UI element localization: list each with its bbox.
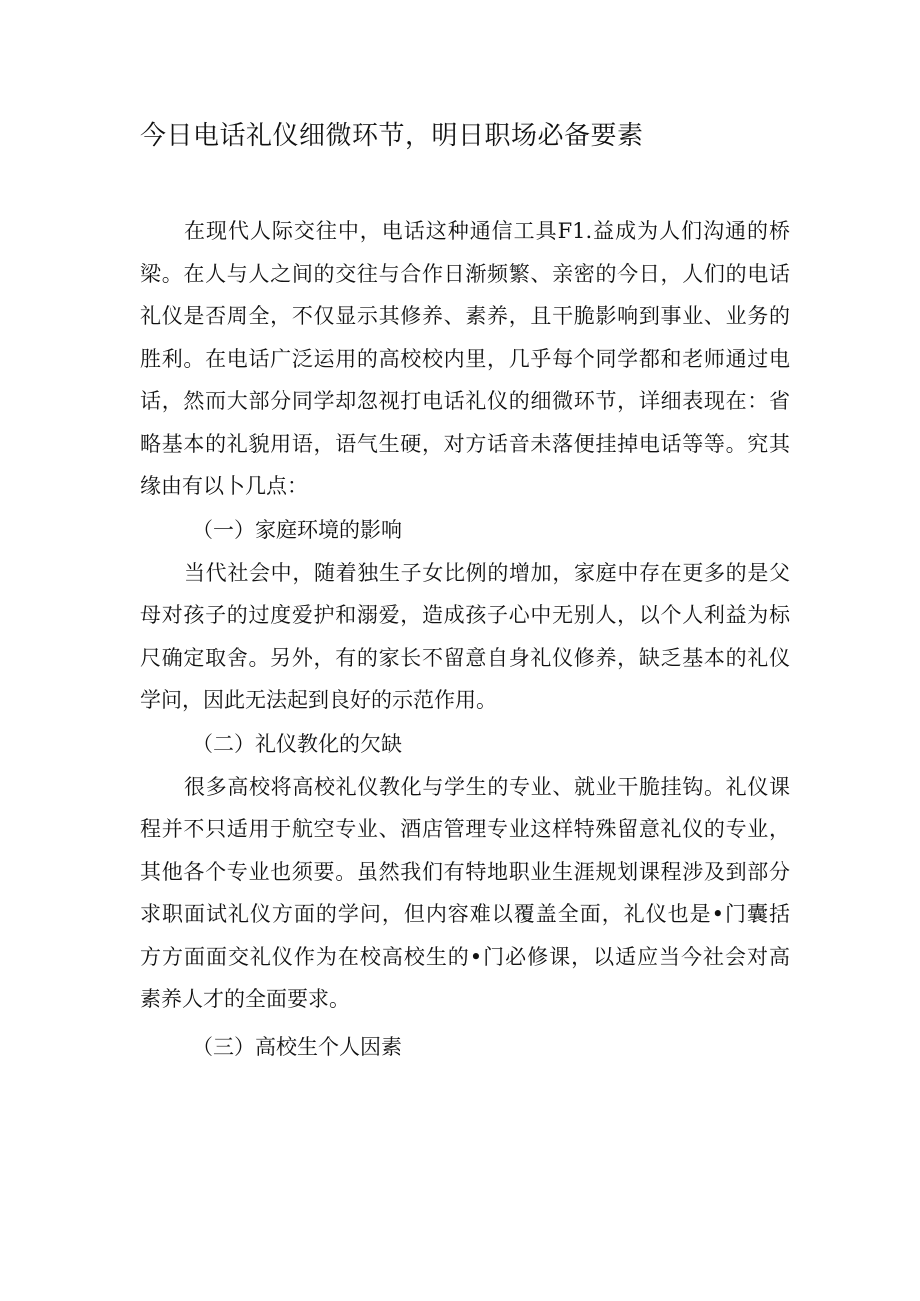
text-line: 当代社会中，随着独生子女比例的增加，家庭中存在更多的是父 [184, 560, 790, 585]
paragraph-family [140, 552, 790, 722]
text-line: 程并不只适用于航空专业、酒店管理专业这样特殊留意礼仪的专业， [140, 817, 790, 841]
section-heading-family: （一）家庭环境的影响 [192, 517, 402, 542]
text-line: 话，然而大部分同学却忽视打电话礼仪的细微环节，详细表现在：省 [140, 389, 790, 413]
text-line: 梁。在人与人之间的交往与合作日渐频繁、亲密的今日，人们的电话 [140, 261, 790, 286]
document-title: 今日电话礼仪细微环节，明日职场必备要素 [140, 121, 644, 151]
text-line: 略基本的礼貌用语，语气生硬，对方话音未落便挂掉电话等等。究其 [140, 431, 790, 456]
section-heading-personal: （三）高校生个人因素 [192, 1034, 402, 1059]
document-body [140, 210, 790, 1069]
text-line: 方方面面交礼仪作为在校高校生的•门必修课，以适应当今社会对高 [140, 944, 790, 969]
section-heading-education: （二）礼仪教化的欠缺 [192, 731, 402, 756]
text-line: 礼仪是否周全，不仅显示其修养、素养，且干脆影响到事业、业务的 [140, 304, 790, 328]
paragraph-education [140, 766, 790, 1021]
text-line: 素养人才的全面要求。 [140, 987, 350, 1011]
text-line: 母对孩子的过度爱护和溺爱，造成孩子心中无别人，以个人利益为标 [140, 603, 790, 627]
text-line: 其他各个专业也须要。虽然我们有特地职业生涯规划课程涉及到部分 [140, 859, 790, 884]
text-line: 缘由有以卜几点： [140, 474, 308, 498]
text-line: 求职面试礼仪方面的学问，但内容难以覆盖全面，礼仪也是•门囊括 [140, 902, 790, 926]
text-line: 尺确定取舍。另外，有的家长不留意自身礼仪修养，缺乏基本的礼仪 [140, 645, 790, 670]
text-line: 学问，因此无法起到良好的示范作用。 [140, 688, 497, 712]
text-line: 胜利。在电话广泛运用的高校校内里，几乎每个同学都和老师通过电 [140, 346, 790, 371]
text-line: 很多高校将高校礼仪教化与学生的专业、就业干脆挂钩。礼仪课 [184, 774, 790, 799]
paragraph-intro [140, 210, 790, 508]
text-line: 在现代人际交往中，电话这种通信工具F1.益成为人们沟通的桥 [184, 219, 790, 243]
